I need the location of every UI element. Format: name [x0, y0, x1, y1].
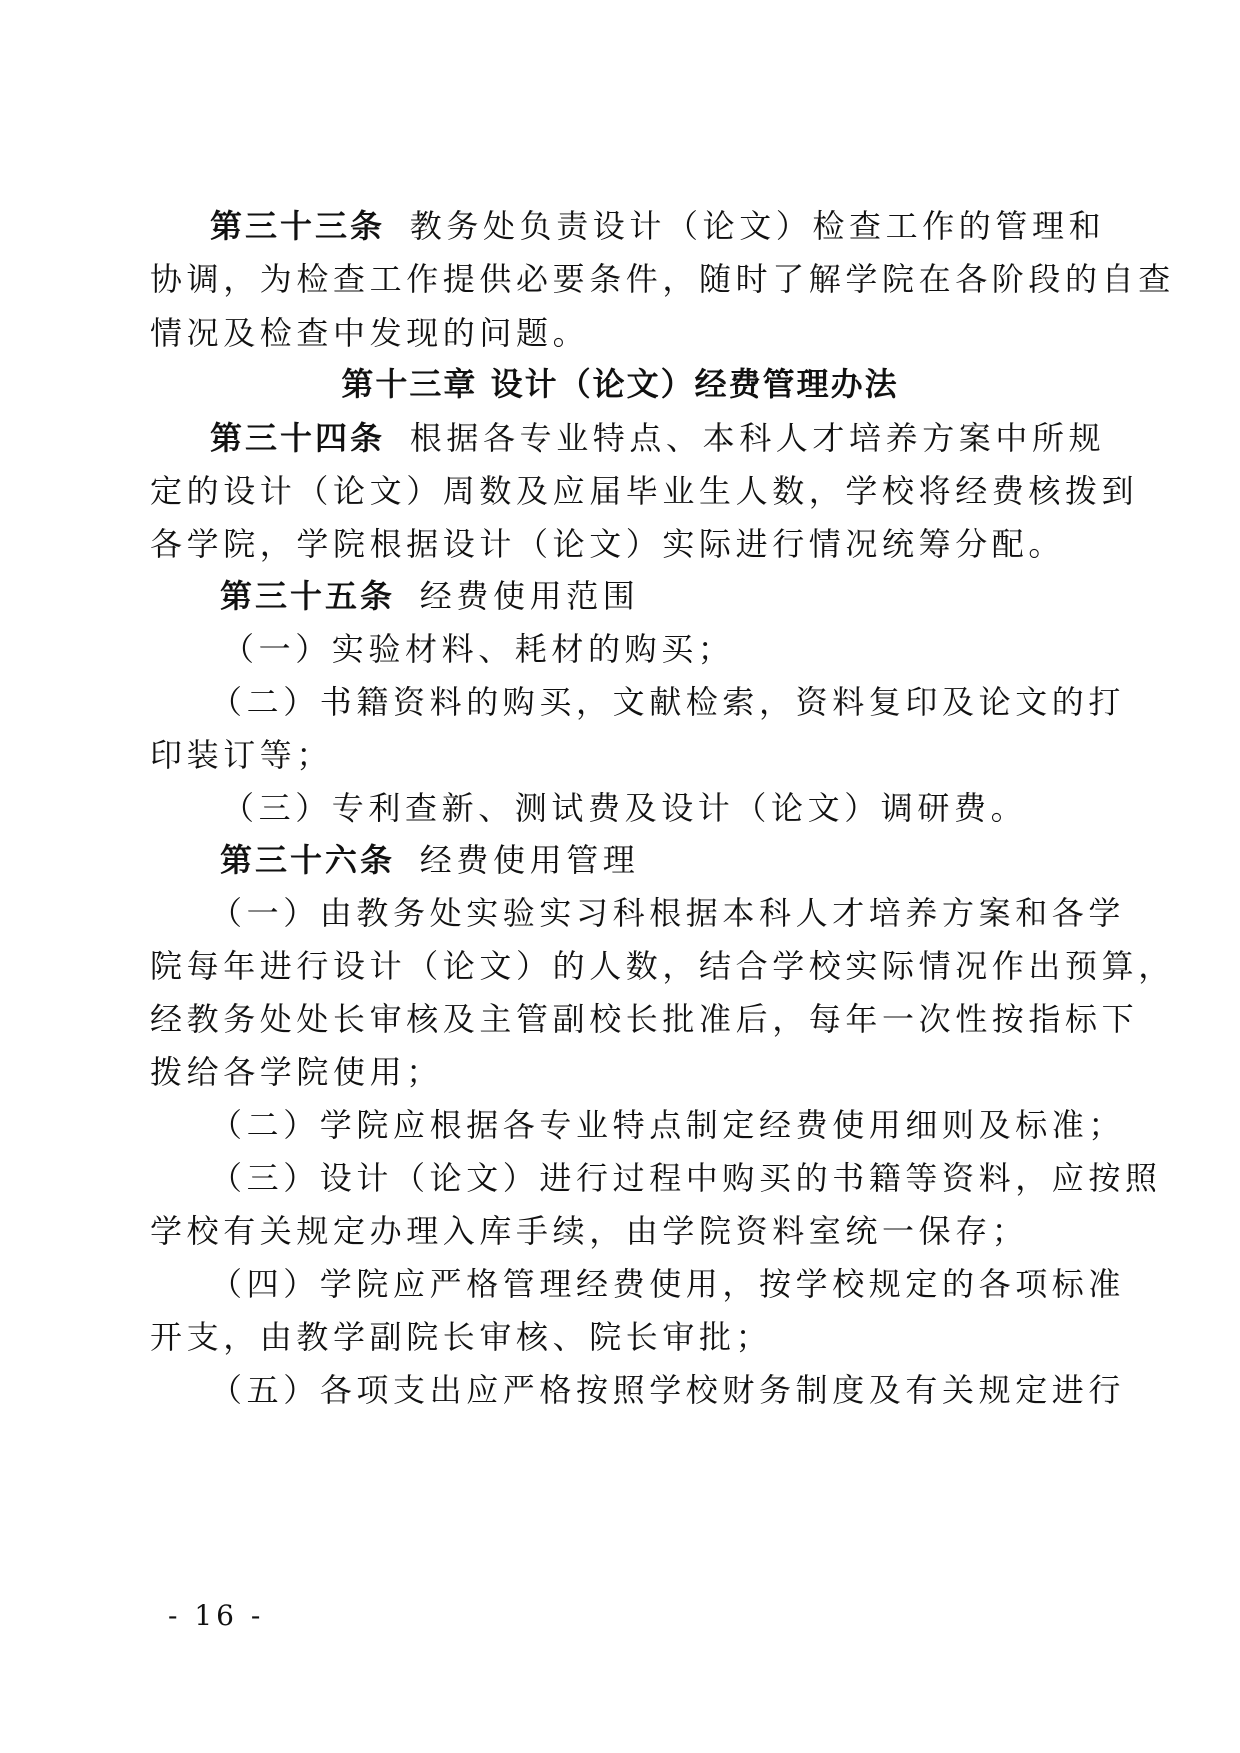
article-34-line-2: 定的设计（论文）周数及应届毕业生人数，学校将经费核拨到	[150, 472, 1139, 510]
article-36-item-3-line-2: 学校有关规定办理入库手续，由学院资料室统一保存；	[150, 1212, 1029, 1250]
article-34-text: 根据各专业特点、本科人才培养方案中所规	[409, 419, 1106, 457]
article-36-text: 经费使用管理	[419, 841, 640, 879]
article-35-item-1: （一）实验材料、耗材的购买；	[222, 630, 735, 668]
article-36-line	[220, 840, 639, 880]
article-36-item-3-line-1: （三）设计（论文）进行过程中购买的书籍等资料，应按照	[210, 1159, 1162, 1197]
article-34-line-1	[210, 418, 1105, 458]
article-36-item-4-line-1: （四）学院应严格管理经费使用，按学校规定的各项标准	[210, 1265, 1126, 1303]
article-34-line-3: 各学院，学院根据设计（论文）实际进行情况统筹分配。	[150, 525, 1066, 563]
article-36-item-4-line-2: 开支，由教学副院长审核、院长审批；	[150, 1318, 773, 1356]
page-number: - 16 -	[168, 1599, 265, 1632]
article-36-item-1-line-4: 拨给各学院使用；	[150, 1053, 443, 1091]
article-35-item-2-line-2: 印装订等；	[150, 736, 334, 774]
article-33-label: 第三十三条	[210, 207, 386, 245]
article-36-item-1-line-3: 经教务处处长审核及主管副校长批准后，每年一次性按指标下	[150, 1000, 1139, 1038]
article-33-text: 教务处负责设计（论文）检查工作的管理和	[409, 207, 1106, 245]
article-36-label: 第三十六条	[220, 841, 396, 879]
article-35-text: 经费使用范围	[419, 577, 640, 615]
article-36-item-2: （二）学院应根据各专业特点制定经费使用细则及标准；	[210, 1106, 1126, 1144]
article-33-line-3: 情况及检查中发现的问题。	[150, 314, 590, 352]
article-36-item-1-line-2: 院每年进行设计（论文）的人数，结合学校实际情况作出预算，	[150, 947, 1175, 985]
article-35-item-2-line-1: （二）书籍资料的购买，文献检索，资料复印及论文的打	[210, 683, 1126, 721]
article-35-line	[220, 576, 639, 616]
article-34-label: 第三十四条	[210, 419, 386, 457]
chapter-13-title: 第十三章 设计（论文）经费管理办法	[341, 365, 899, 403]
article-35-item-3: （三）专利查新、测试费及设计（论文）调研费。	[222, 789, 1028, 827]
article-35-label: 第三十五条	[220, 577, 396, 615]
article-33-line-2: 协调，为检查工作提供必要条件，随时了解学院在各阶段的自查	[150, 260, 1175, 298]
article-36-item-5-line-1: （五）各项支出应严格按照学校财务制度及有关规定进行	[210, 1371, 1126, 1409]
article-33-line-1	[210, 206, 1105, 246]
article-36-item-1-line-1: （一）由教务处实验实习科根据本科人才培养方案和各学	[210, 894, 1126, 932]
